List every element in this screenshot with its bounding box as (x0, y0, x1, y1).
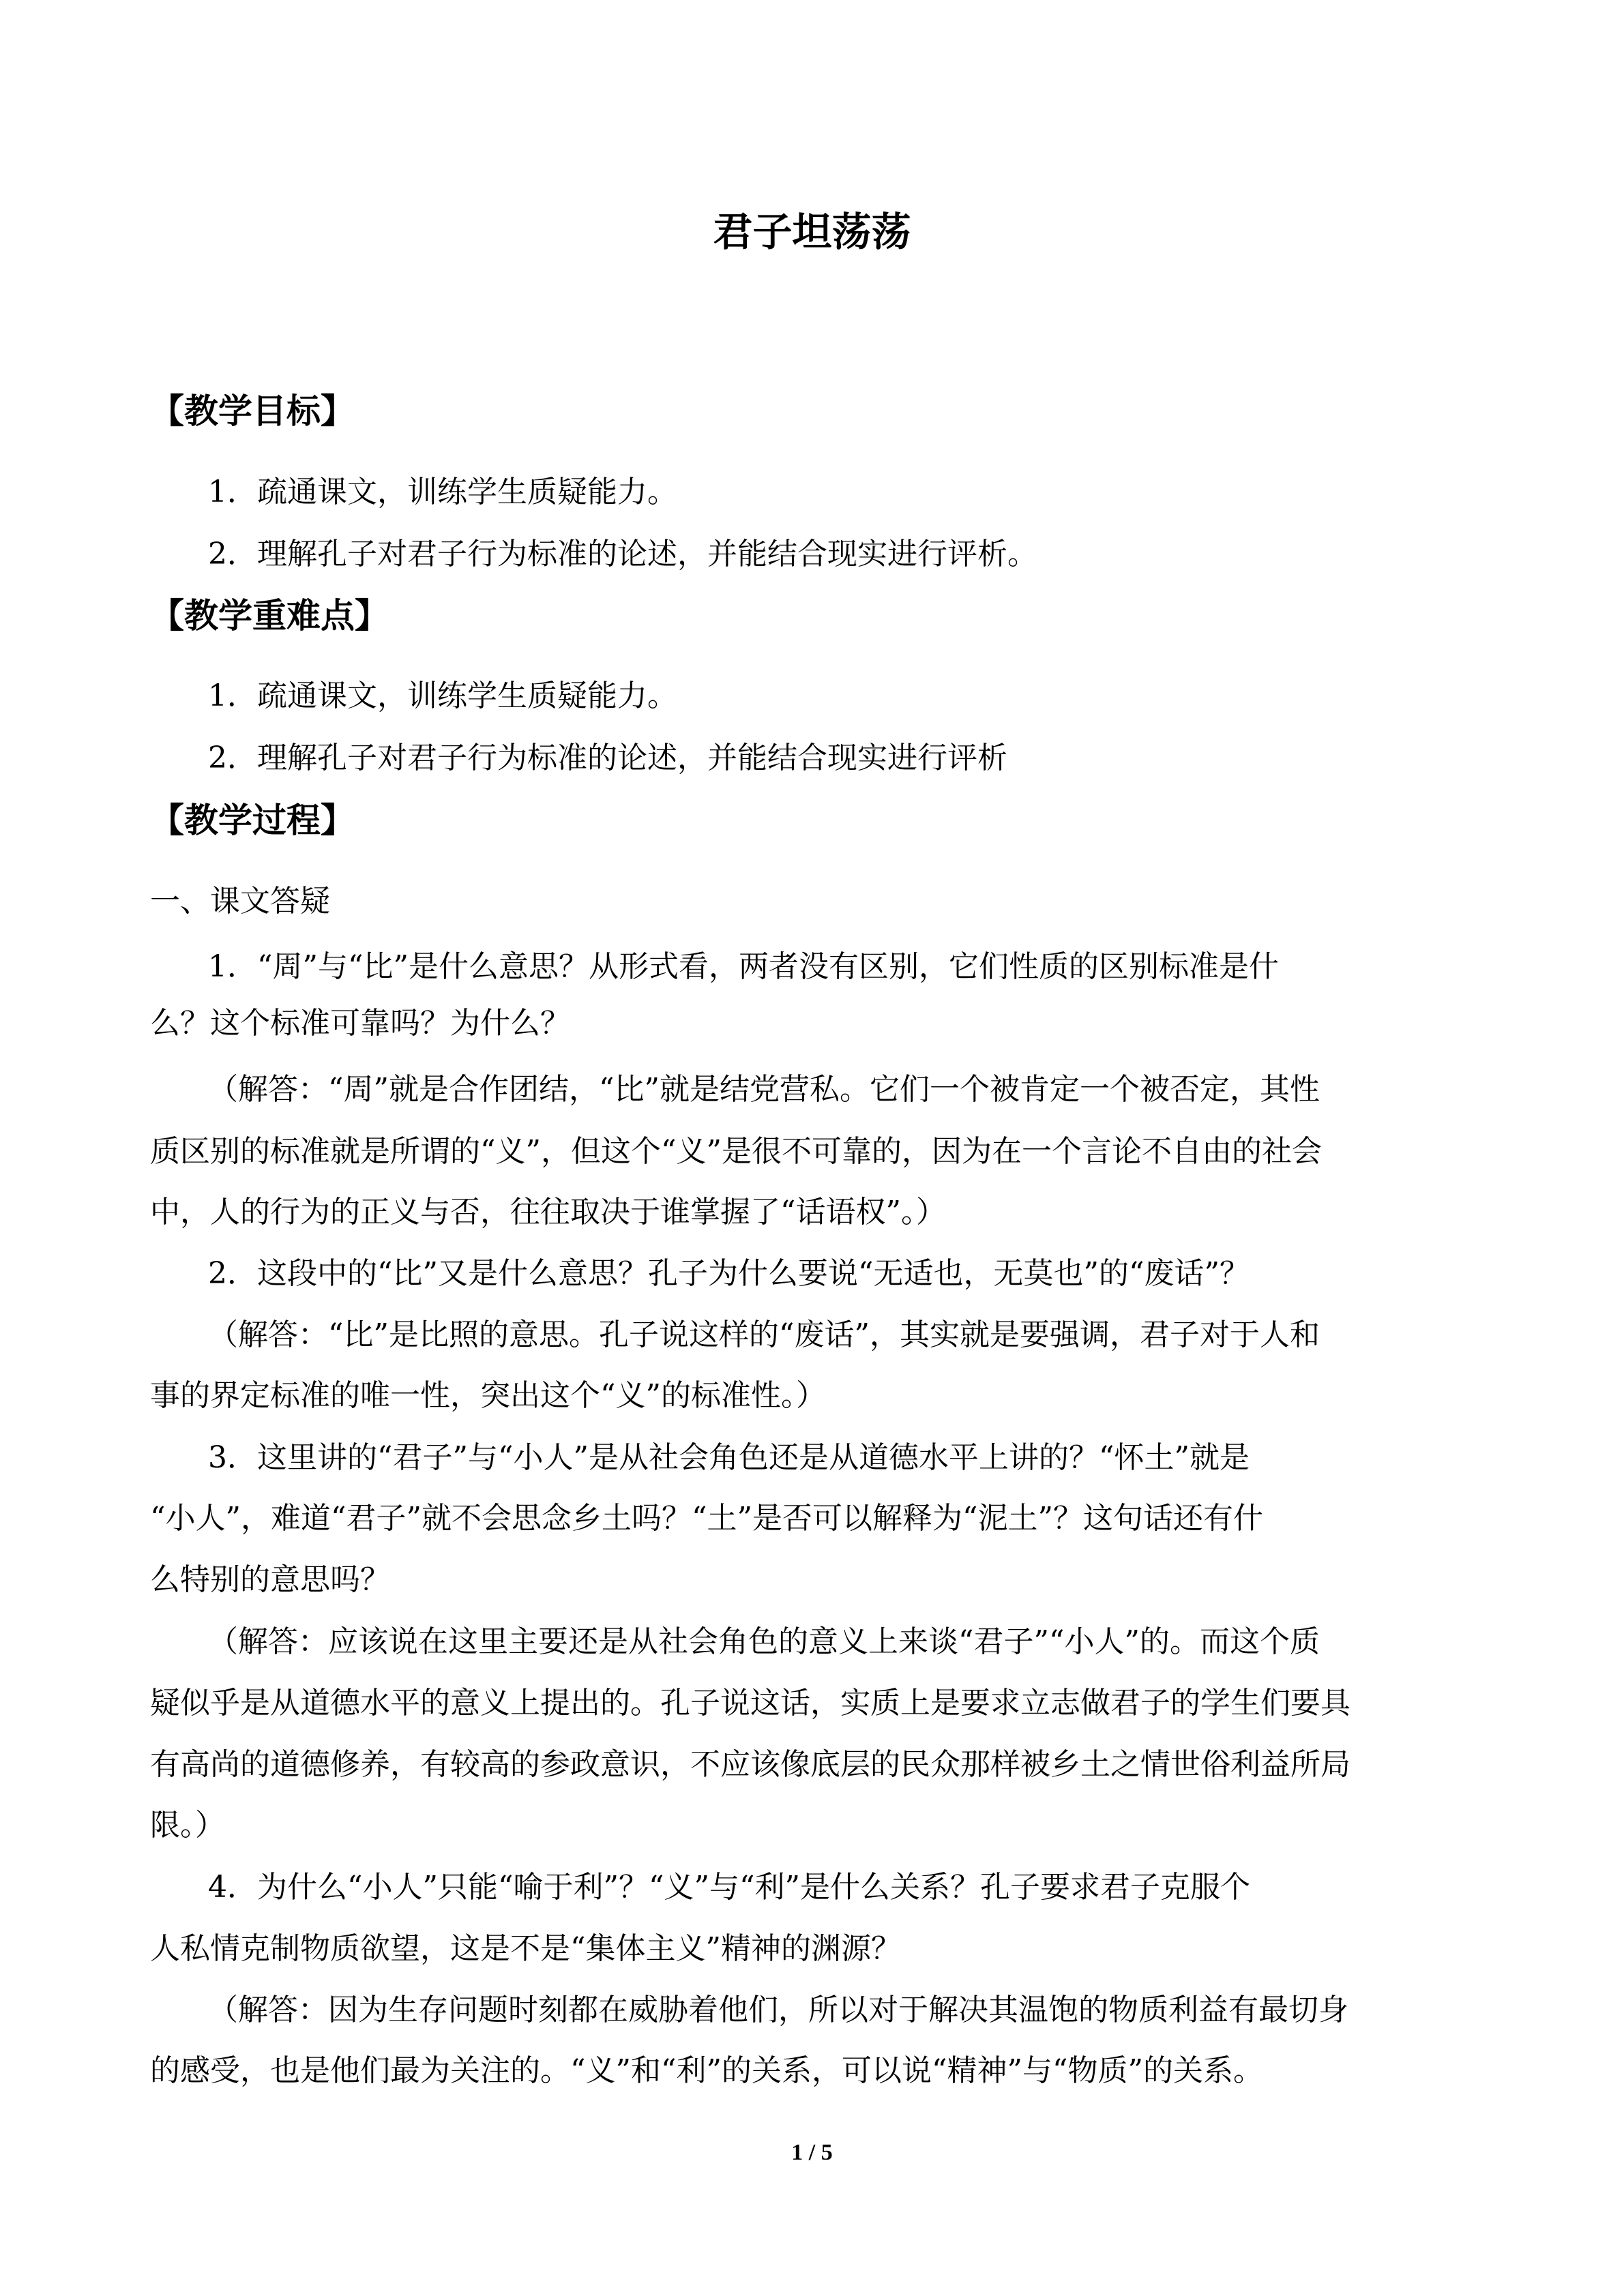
answer-line: （解答：“周”就是合作团结，“比”就是结党营私。它们一个被肯定一个被否定，其性 (208, 1072, 1320, 1107)
answer-line: 的感受，也是他们最为关注的。“义”和“利”的关系，可以说“精神”与“物质”的关系。 (150, 2053, 1263, 2088)
key-point-item: 1．疏通课文，训练学生质疑能力。 (208, 679, 677, 713)
goal-item: 1．疏通课文，训练学生质疑能力。 (208, 475, 677, 509)
answer-line: 事的界定标准的唯一性，突出这个“义”的标准性。） (150, 1378, 826, 1413)
section-heading-goals: 【教学目标】 (150, 391, 355, 431)
answer-line: 质区别的标准就是所谓的“义”，但这个“义”是很不可靠的，因为在一个言论不自由的社会 (150, 1134, 1322, 1169)
answer-line: 疑似乎是从道德水平的意义上提出的。孔子说这话，实质上是要求立志做君子的学生们要具 (150, 1686, 1350, 1720)
key-point-item: 2．理解孔子对君子行为标准的论述，并能结合现实进行评析 (208, 741, 1007, 775)
goal-item: 2．理解孔子对君子行为标准的论述，并能结合现实进行评析。 (208, 537, 1037, 571)
answer-line: 限。） (150, 1808, 225, 1843)
question-line: 1．“周”与“比”是什么意思？从形式看，两者没有区别，它们性质的区别标准是什 (208, 949, 1279, 984)
answer-line: （解答：应该说在这里主要还是从社会角色的意义上来谈“君子”“小人”的。而这个质 (208, 1624, 1320, 1659)
question-line: 人私情克制物质欲望，这是不是“集体主义”精神的渊源？ (150, 1931, 901, 1966)
question-line: 么特别的意思吗？ (150, 1562, 390, 1597)
document-title: 君子坦荡荡 (713, 209, 911, 255)
question-line: 2．这段中的“比”又是什么意思？孔子为什么要说“无适也，无莫也”的“废话”？ (208, 1256, 1250, 1291)
section-heading-process: 【教学过程】 (150, 800, 355, 840)
page-number: 1 / 5 (791, 2140, 833, 2165)
answer-line: 中，人的行为的正义与否，往往取决于谁掌握了“话语权”。） (150, 1195, 946, 1229)
question-line: “小人”，难道“君子”就不会思念乡土吗？“土”是否可以解释为“泥土”？这句话还有什 (150, 1501, 1263, 1536)
question-line: 4．为什么“小人”只能“喻于利”？“义”与“利”是什么关系？孔子要求君子克服个 (208, 1870, 1250, 1905)
section-heading-key-points: 【教学重难点】 (150, 595, 389, 636)
question-line: 么？这个标准可靠吗？为什么？ (150, 1006, 570, 1041)
answer-line: 有高尚的道德修养，有较高的参政意识，不应该像底层的民众那样被乡土之情世俗利益所局 (150, 1747, 1350, 1782)
answer-line: （解答：因为生存问题时刻都在威胁着他们，所以对于解决其温饱的物质利益有最切身 (208, 1993, 1348, 2027)
answer-line: （解答：“比”是比照的意思。孔子说这样的“废话”，其实就是要强调，君子对于人和 (208, 1317, 1320, 1352)
question-line: 3．这里讲的“君子”与“小人”是从社会角色还是从道德水平上讲的？“怀土”就是 (208, 1440, 1250, 1475)
process-subheading: 一、课文答疑 (150, 884, 330, 919)
